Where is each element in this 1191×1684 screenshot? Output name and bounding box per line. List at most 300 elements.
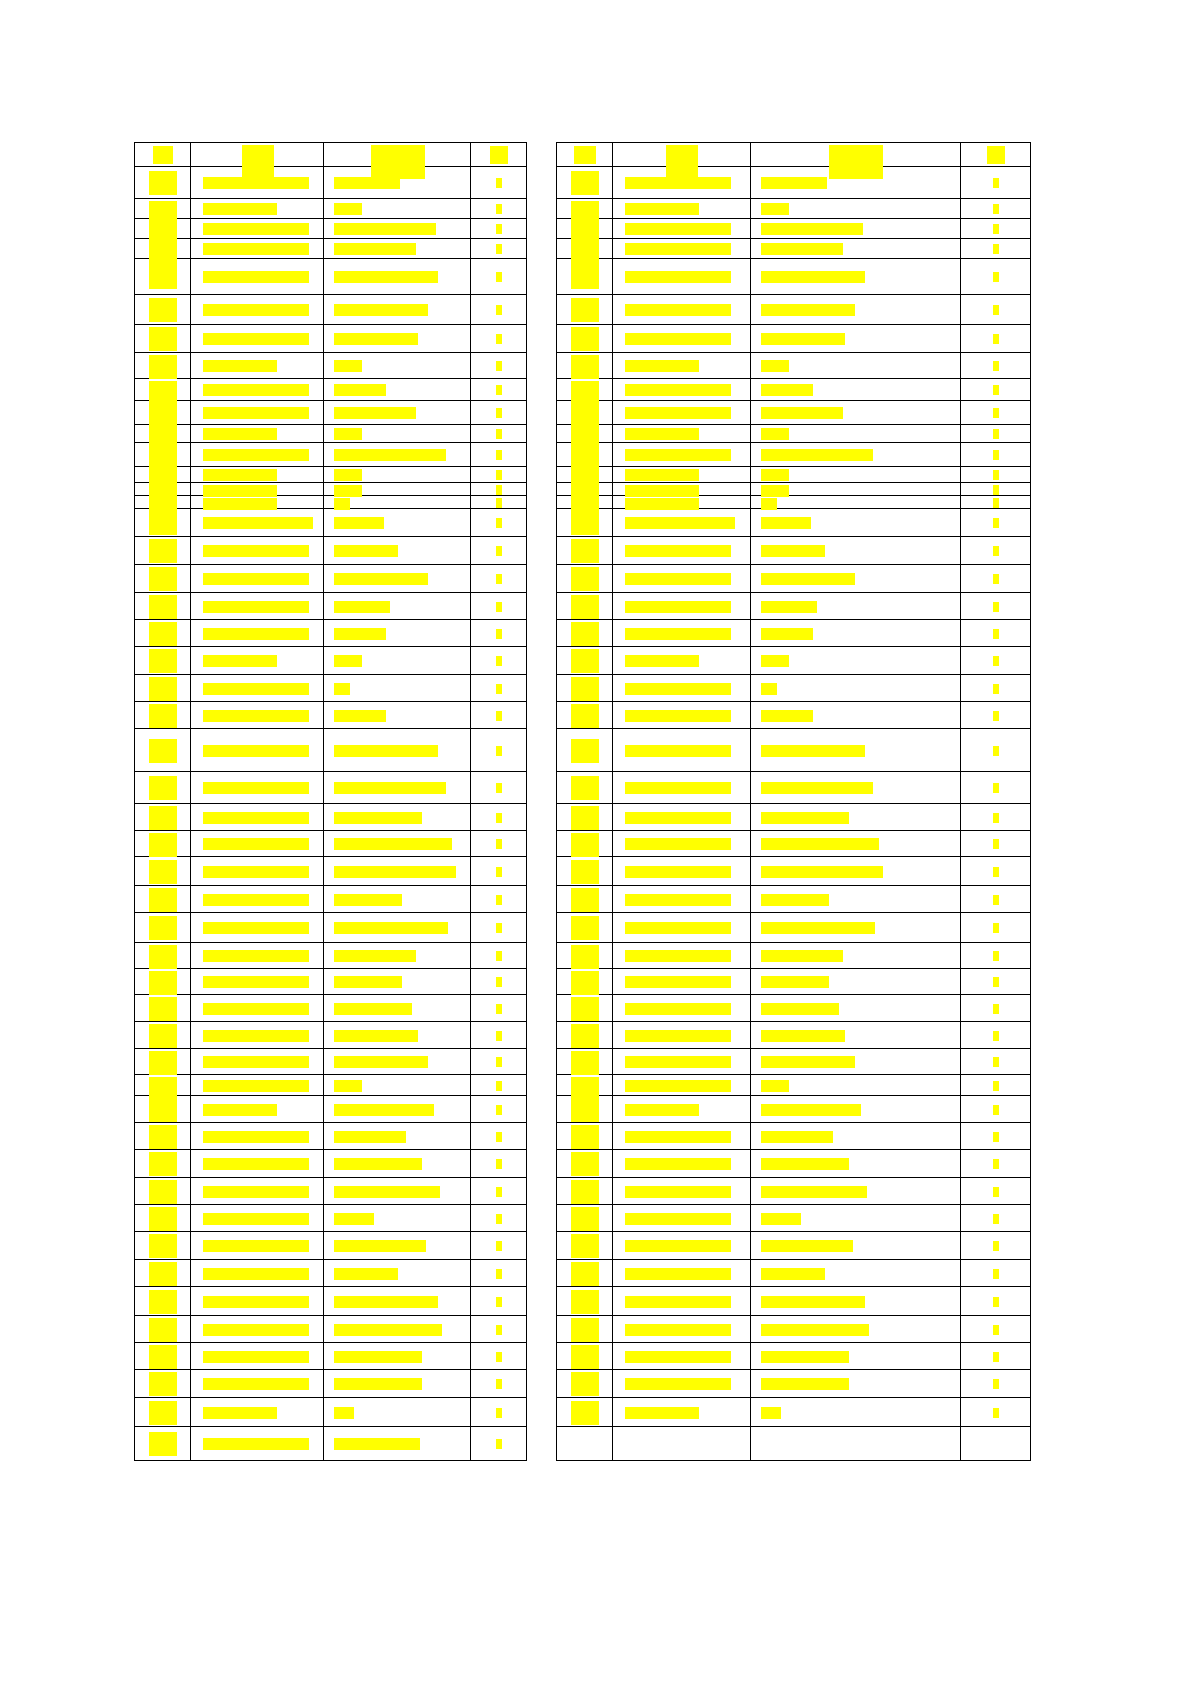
table-row bbox=[557, 1370, 1031, 1398]
redaction-bar bbox=[625, 223, 731, 235]
redacted-cell bbox=[324, 259, 471, 295]
redacted-cell bbox=[191, 1287, 324, 1316]
redacted-cell bbox=[751, 239, 961, 259]
redacted-cell bbox=[961, 425, 1031, 443]
redacted-cell bbox=[324, 886, 471, 913]
redaction-bar bbox=[149, 1290, 177, 1314]
redaction-bar bbox=[334, 1438, 420, 1450]
redacted-cell bbox=[961, 943, 1031, 969]
redaction-bar bbox=[993, 204, 999, 214]
redacted-cell bbox=[191, 167, 324, 199]
redacted-cell bbox=[557, 913, 613, 943]
redaction-bar bbox=[625, 407, 731, 419]
redaction-bar bbox=[149, 1345, 177, 1369]
redacted-cell bbox=[557, 1398, 613, 1427]
redaction-bar bbox=[625, 1080, 731, 1092]
redaction-bar bbox=[203, 1104, 277, 1116]
redacted-cell bbox=[613, 886, 751, 913]
redaction-bar bbox=[334, 177, 400, 189]
redacted-cell bbox=[961, 239, 1031, 259]
redaction-bar bbox=[149, 1024, 177, 1048]
redacted-cell bbox=[557, 943, 613, 969]
redacted-cell bbox=[961, 353, 1031, 379]
redacted-cell bbox=[471, 1316, 527, 1343]
table-row bbox=[135, 1287, 527, 1316]
redaction-bar bbox=[761, 545, 825, 557]
redaction-bar bbox=[334, 304, 428, 316]
redacted-cell bbox=[135, 443, 191, 467]
table-row bbox=[557, 1398, 1031, 1427]
redaction-bar bbox=[203, 782, 309, 794]
redaction-bar bbox=[571, 1345, 599, 1369]
redaction-bar bbox=[496, 602, 502, 612]
redacted-cell bbox=[961, 913, 1031, 943]
redacted-cell bbox=[471, 143, 527, 167]
redacted-cell bbox=[135, 219, 191, 239]
redacted-cell bbox=[191, 702, 324, 729]
redacted-cell bbox=[135, 467, 191, 483]
redacted-cell bbox=[471, 219, 527, 239]
redaction-bar bbox=[496, 895, 502, 905]
table-row bbox=[557, 467, 1031, 483]
redacted-cell bbox=[471, 167, 527, 199]
redaction-bar bbox=[625, 1186, 731, 1198]
table-row bbox=[135, 1075, 527, 1096]
redacted-cell bbox=[961, 1075, 1031, 1096]
redacted-cell bbox=[191, 1178, 324, 1205]
redacted-cell bbox=[191, 1427, 324, 1461]
redacted-cell bbox=[135, 1427, 191, 1461]
redacted-cell bbox=[324, 1316, 471, 1343]
redacted-cell bbox=[613, 1075, 751, 1096]
redaction-bar bbox=[334, 360, 362, 372]
redacted-cell bbox=[191, 1075, 324, 1096]
redaction-bar bbox=[496, 1187, 502, 1197]
table-row bbox=[135, 1427, 527, 1461]
redacted-cell bbox=[471, 1370, 527, 1398]
redaction-bar bbox=[571, 403, 599, 427]
redaction-bar bbox=[993, 1241, 999, 1251]
redacted-cell bbox=[557, 483, 613, 496]
redaction-bar bbox=[625, 360, 699, 372]
redacted-cell bbox=[751, 353, 961, 379]
table-row bbox=[557, 325, 1031, 353]
redacted-cell bbox=[324, 995, 471, 1022]
redacted-cell bbox=[191, 969, 324, 995]
redaction-bar bbox=[149, 739, 177, 763]
table-row bbox=[135, 1205, 527, 1232]
redacted-cell bbox=[961, 325, 1031, 353]
redacted-cell bbox=[324, 804, 471, 831]
redacted-cell bbox=[751, 886, 961, 913]
redacted-cell bbox=[751, 1178, 961, 1205]
redaction-bar bbox=[761, 655, 789, 667]
redacted-cell bbox=[751, 995, 961, 1022]
redacted-cell bbox=[135, 1022, 191, 1049]
redacted-cell bbox=[557, 886, 613, 913]
redaction-bar bbox=[761, 333, 845, 345]
redacted-cell bbox=[961, 467, 1031, 483]
redaction-bar bbox=[203, 1158, 309, 1170]
redaction-bar bbox=[203, 922, 309, 934]
redaction-bar bbox=[571, 1372, 599, 1396]
redaction-bar bbox=[203, 1213, 309, 1225]
redaction-bar bbox=[496, 746, 502, 756]
table-row bbox=[135, 1178, 527, 1205]
redaction-bar bbox=[625, 922, 731, 934]
table-row bbox=[557, 425, 1031, 443]
redaction-bar bbox=[203, 1003, 309, 1015]
table-row bbox=[135, 675, 527, 702]
table-row bbox=[135, 886, 527, 913]
redacted-cell bbox=[471, 1205, 527, 1232]
table-row bbox=[557, 295, 1031, 325]
redacted-cell bbox=[135, 565, 191, 593]
redaction-bar bbox=[625, 1351, 731, 1363]
redacted-cell bbox=[135, 702, 191, 729]
redacted-cell bbox=[613, 1398, 751, 1427]
redacted-cell bbox=[135, 425, 191, 443]
redacted-cell bbox=[613, 969, 751, 995]
redaction-bar bbox=[149, 1180, 177, 1204]
redaction-bar bbox=[571, 971, 599, 995]
redacted-cell bbox=[471, 675, 527, 702]
table-row bbox=[135, 729, 527, 772]
redacted-cell bbox=[324, 1205, 471, 1232]
redacted-cell bbox=[324, 943, 471, 969]
redacted-cell bbox=[751, 913, 961, 943]
redaction-bar bbox=[334, 1378, 422, 1390]
redacted-cell bbox=[751, 1287, 961, 1316]
redaction-bar bbox=[625, 894, 731, 906]
redacted-cell bbox=[135, 537, 191, 565]
redaction-bar bbox=[334, 601, 390, 613]
redaction-bar bbox=[149, 945, 177, 969]
redaction-bar bbox=[496, 1269, 502, 1279]
redaction-bar bbox=[625, 545, 731, 557]
table-row bbox=[557, 401, 1031, 425]
redacted-cell bbox=[471, 913, 527, 943]
redacted-cell bbox=[751, 509, 961, 537]
redacted-cell bbox=[557, 509, 613, 537]
table-row bbox=[135, 593, 527, 620]
redaction-bar bbox=[334, 545, 398, 557]
redacted-cell bbox=[191, 353, 324, 379]
redacted-cell bbox=[961, 537, 1031, 565]
redaction-bar bbox=[987, 146, 1005, 164]
redacted-cell bbox=[471, 325, 527, 353]
table-row bbox=[557, 943, 1031, 969]
redaction-bar bbox=[761, 866, 883, 878]
redaction-bar bbox=[149, 806, 177, 830]
table-row bbox=[557, 1427, 1031, 1461]
table-row bbox=[135, 425, 527, 443]
redacted-cell bbox=[961, 1150, 1031, 1178]
redacted-cell bbox=[557, 647, 613, 675]
redacted-cell bbox=[324, 565, 471, 593]
table-row bbox=[557, 353, 1031, 379]
redaction-bar bbox=[496, 656, 502, 666]
redacted-cell bbox=[324, 443, 471, 467]
redacted-cell bbox=[961, 804, 1031, 831]
redaction-bar bbox=[571, 1234, 599, 1258]
redacted-cell bbox=[557, 1316, 613, 1343]
redacted-cell bbox=[135, 647, 191, 675]
redaction-bar bbox=[625, 1296, 731, 1308]
table-row bbox=[557, 1075, 1031, 1096]
redacted-cell bbox=[135, 1232, 191, 1260]
redacted-cell bbox=[135, 772, 191, 804]
redacted-cell bbox=[751, 1232, 961, 1260]
table-row bbox=[135, 857, 527, 886]
redacted-cell bbox=[961, 620, 1031, 647]
table-row bbox=[135, 969, 527, 995]
redacted-cell bbox=[191, 831, 324, 857]
redaction-bar bbox=[571, 1051, 599, 1075]
redaction-bar bbox=[496, 178, 502, 188]
redaction-bar bbox=[203, 866, 309, 878]
redaction-bar bbox=[571, 1290, 599, 1314]
table-row bbox=[557, 496, 1031, 509]
redacted-cell bbox=[961, 1049, 1031, 1075]
redacted-cell bbox=[471, 1049, 527, 1075]
redacted-cell bbox=[324, 772, 471, 804]
table-row bbox=[135, 443, 527, 467]
redaction-bar bbox=[203, 894, 309, 906]
redaction-bar bbox=[993, 1004, 999, 1014]
redacted-cell bbox=[961, 675, 1031, 702]
redaction-bar bbox=[625, 243, 731, 255]
redaction-bar bbox=[571, 945, 599, 969]
redaction-bar bbox=[761, 360, 789, 372]
redacted-cell bbox=[324, 353, 471, 379]
redacted-cell bbox=[324, 1049, 471, 1075]
redaction-bar bbox=[490, 146, 508, 164]
redaction-bar bbox=[761, 177, 827, 189]
table-row bbox=[135, 804, 527, 831]
redacted-cell bbox=[191, 943, 324, 969]
redaction-bar bbox=[203, 1438, 309, 1450]
redacted-cell bbox=[961, 886, 1031, 913]
table-row bbox=[557, 565, 1031, 593]
redaction-bar bbox=[571, 677, 599, 701]
redaction-bar bbox=[203, 177, 309, 189]
redacted-cell bbox=[613, 1123, 751, 1150]
redaction-bar bbox=[625, 517, 735, 529]
redaction-bar bbox=[761, 271, 865, 283]
redaction-bar bbox=[496, 684, 502, 694]
redaction-bar bbox=[149, 1262, 177, 1286]
redaction-bar bbox=[203, 745, 309, 757]
redaction-bar bbox=[334, 710, 386, 722]
redaction-bar bbox=[496, 629, 502, 639]
redacted-cell bbox=[471, 1287, 527, 1316]
redaction-bar bbox=[761, 1030, 845, 1042]
redaction-bar bbox=[203, 1240, 309, 1252]
redacted-cell bbox=[751, 1123, 961, 1150]
redacted-cell bbox=[135, 675, 191, 702]
redaction-bar bbox=[496, 1297, 502, 1307]
redaction-bar bbox=[203, 304, 309, 316]
redaction-bar bbox=[571, 1098, 599, 1122]
redacted-cell bbox=[751, 379, 961, 401]
table-row bbox=[557, 1022, 1031, 1049]
redacted-cell bbox=[557, 295, 613, 325]
redaction-bar bbox=[761, 683, 777, 695]
redaction-bar bbox=[149, 860, 177, 884]
redacted-cell bbox=[471, 969, 527, 995]
redacted-cell bbox=[961, 1427, 1031, 1461]
redaction-bar bbox=[625, 1213, 731, 1225]
redaction-bar bbox=[334, 950, 416, 962]
redaction-bar bbox=[993, 1379, 999, 1389]
redacted-cell bbox=[324, 219, 471, 239]
redacted-cell bbox=[613, 1287, 751, 1316]
redacted-cell bbox=[961, 379, 1031, 401]
table-row bbox=[135, 1398, 527, 1427]
redaction-bar bbox=[625, 1030, 731, 1042]
redacted-cell bbox=[557, 593, 613, 620]
redaction-bar bbox=[149, 1234, 177, 1258]
redaction-bar bbox=[334, 922, 448, 934]
redacted-cell bbox=[751, 1205, 961, 1232]
redaction-bar bbox=[334, 1240, 426, 1252]
table-row bbox=[557, 219, 1031, 239]
table-row bbox=[557, 913, 1031, 943]
redacted-cell bbox=[135, 1150, 191, 1178]
redacted-cell bbox=[191, 647, 324, 675]
redaction-bar bbox=[625, 710, 731, 722]
table-row bbox=[135, 1123, 527, 1150]
redaction-bar bbox=[571, 1152, 599, 1176]
redacted-cell bbox=[471, 401, 527, 425]
redaction-bar bbox=[334, 745, 438, 757]
redaction-bar bbox=[761, 407, 843, 419]
redacted-cell bbox=[135, 857, 191, 886]
redacted-cell bbox=[471, 425, 527, 443]
redaction-bar bbox=[993, 429, 999, 439]
redaction-bar bbox=[761, 601, 817, 613]
redacted-cell bbox=[135, 1343, 191, 1370]
redaction-bar bbox=[993, 518, 999, 528]
redaction-bar bbox=[571, 298, 599, 322]
redaction-bar bbox=[149, 1098, 177, 1122]
redaction-bar bbox=[574, 146, 596, 164]
redacted-cell bbox=[135, 259, 191, 295]
redaction-bar bbox=[334, 782, 446, 794]
redacted-cell bbox=[751, 467, 961, 483]
redaction-bar bbox=[149, 445, 177, 469]
redaction-bar bbox=[203, 517, 313, 529]
redaction-bar bbox=[496, 783, 502, 793]
redacted-cell bbox=[613, 702, 751, 729]
redacted-cell bbox=[961, 831, 1031, 857]
redacted-cell bbox=[613, 913, 751, 943]
redacted-cell bbox=[191, 1150, 324, 1178]
redacted-cell bbox=[751, 496, 961, 509]
redacted-cell bbox=[471, 772, 527, 804]
table-row bbox=[135, 467, 527, 483]
redacted-cell bbox=[613, 1370, 751, 1398]
redacted-cell bbox=[751, 1260, 961, 1287]
redacted-cell bbox=[135, 593, 191, 620]
redacted-cell bbox=[191, 1260, 324, 1287]
redaction-bar bbox=[761, 469, 789, 481]
redaction-bar bbox=[496, 450, 502, 460]
redacted-cell bbox=[751, 647, 961, 675]
table-row bbox=[135, 1232, 527, 1260]
redacted-cell bbox=[471, 1232, 527, 1260]
redacted-cell bbox=[324, 1343, 471, 1370]
redacted-cell bbox=[191, 995, 324, 1022]
redaction-bar bbox=[625, 1003, 731, 1015]
redaction-bar bbox=[993, 783, 999, 793]
redacted-cell bbox=[471, 1398, 527, 1427]
redacted-cell bbox=[135, 620, 191, 647]
redacted-cell bbox=[135, 969, 191, 995]
redaction-bar bbox=[761, 1080, 789, 1092]
redaction-bar bbox=[625, 449, 731, 461]
redaction-bar bbox=[496, 813, 502, 823]
redacted-cell bbox=[135, 913, 191, 943]
redaction-bar bbox=[334, 894, 402, 906]
redacted-cell bbox=[135, 1096, 191, 1123]
redaction-bar bbox=[993, 546, 999, 556]
redacted-cell bbox=[191, 443, 324, 467]
redaction-bar bbox=[761, 203, 789, 215]
redacted-cell bbox=[191, 1316, 324, 1343]
table-row bbox=[557, 259, 1031, 295]
redaction-bar bbox=[334, 203, 362, 215]
table-row bbox=[557, 772, 1031, 804]
redacted-cell bbox=[613, 593, 751, 620]
redacted-cell bbox=[557, 565, 613, 593]
redacted-cell bbox=[471, 647, 527, 675]
redacted-cell bbox=[613, 1343, 751, 1370]
table-row bbox=[135, 943, 527, 969]
redaction-bar bbox=[334, 517, 384, 529]
redaction-bar bbox=[993, 334, 999, 344]
redaction-bar bbox=[334, 333, 418, 345]
redaction-bar bbox=[625, 1104, 699, 1116]
redaction-bar bbox=[993, 244, 999, 254]
redacted-cell bbox=[613, 1022, 751, 1049]
redaction-bar bbox=[993, 574, 999, 584]
redacted-cell bbox=[613, 379, 751, 401]
redacted-cell bbox=[191, 804, 324, 831]
redaction-bar bbox=[761, 304, 855, 316]
redacted-cell bbox=[324, 379, 471, 401]
redacted-cell bbox=[751, 1075, 961, 1096]
redacted-cell bbox=[135, 496, 191, 509]
redaction-bar bbox=[993, 711, 999, 721]
redacted-cell bbox=[961, 259, 1031, 295]
redacted-cell bbox=[613, 467, 751, 483]
redaction-bar bbox=[625, 655, 699, 667]
redaction-bar bbox=[334, 1407, 354, 1419]
redaction-bar bbox=[571, 171, 599, 195]
redaction-bar bbox=[761, 745, 865, 757]
redaction-bar bbox=[993, 1057, 999, 1067]
table-row bbox=[135, 483, 527, 496]
redacted-cell bbox=[751, 425, 961, 443]
redacted-cell bbox=[471, 379, 527, 401]
redacted-cell bbox=[557, 1343, 613, 1370]
redaction-bar bbox=[571, 1180, 599, 1204]
redaction-bar bbox=[625, 177, 731, 189]
redacted-cell bbox=[324, 425, 471, 443]
redacted-cell bbox=[557, 772, 613, 804]
